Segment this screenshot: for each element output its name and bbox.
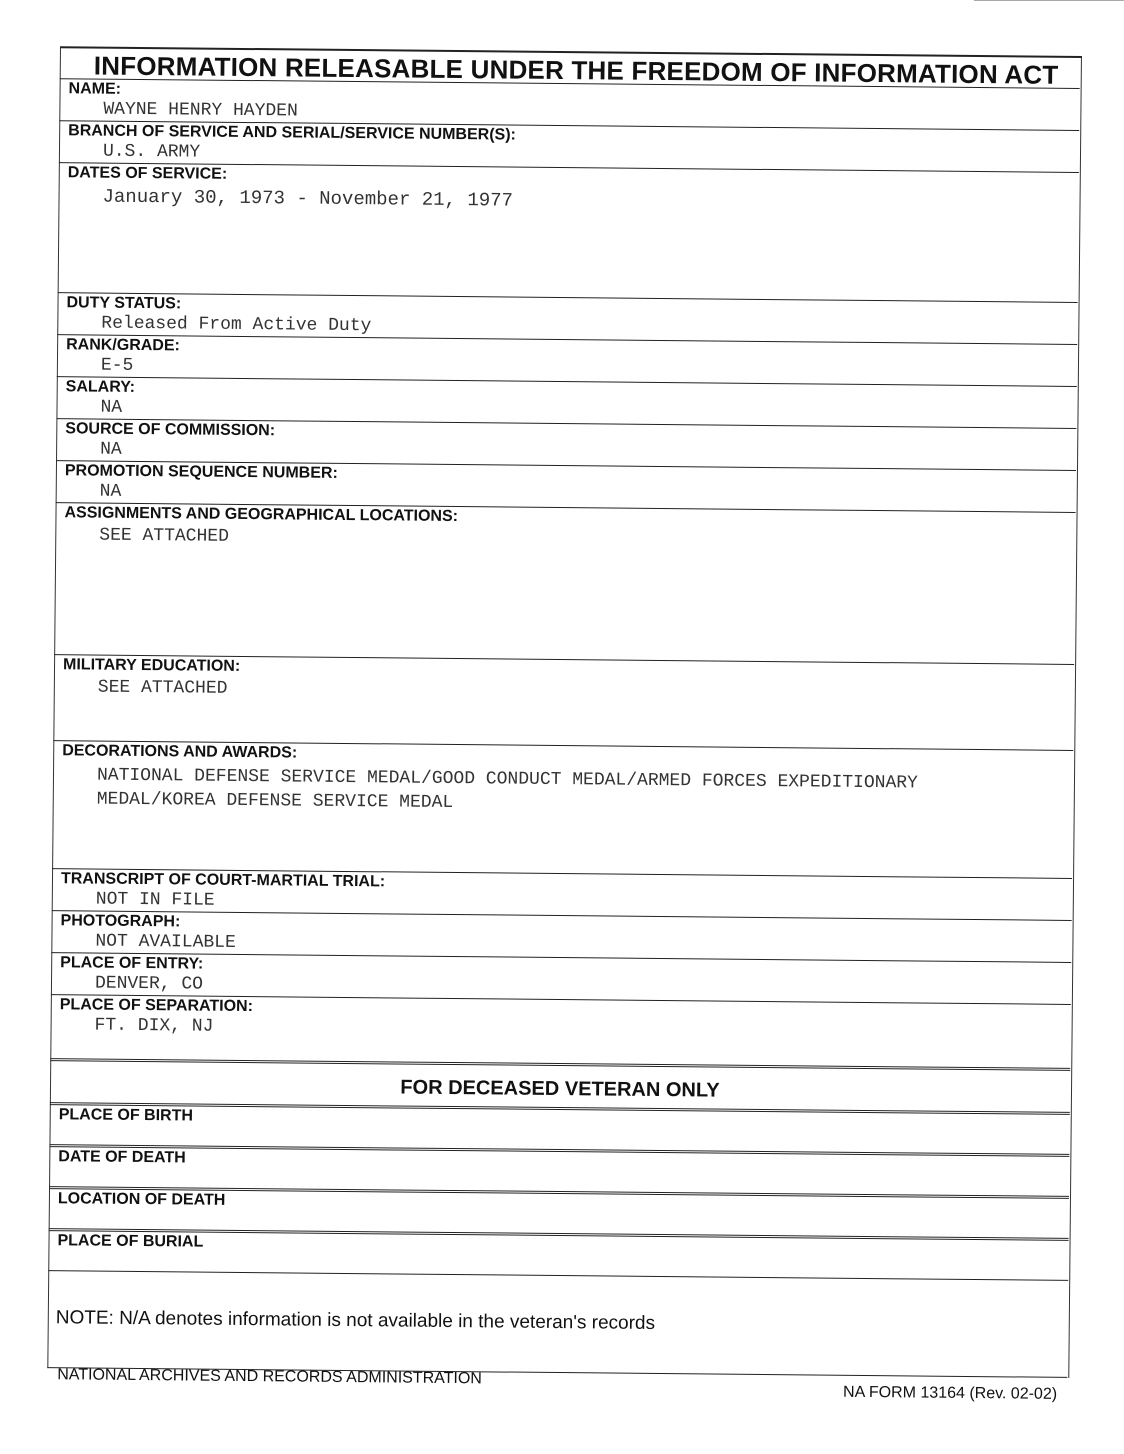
field-value: NATIONAL DEFENSE SERVICE MEDAL/GOOD CONDUCT MEDAL/ARMED FORCES EXPEDITIONARY MEDAL/KOREA DEFENSE SERVICE MEDAL xyxy=(96,765,918,814)
field-label: TRANSCRIPT OF COURT-MARTIAL TRIAL: xyxy=(60,870,386,891)
foia-form xyxy=(27,46,1080,1403)
field-value: FT. DIX, NJ xyxy=(94,1015,214,1037)
field-label: ASSIGNMENTS AND GEOGRAPHICAL LOCATIONS: xyxy=(64,504,459,526)
field-value: SEE ATTACHED xyxy=(99,525,230,547)
field-label: PLACE OF BURIAL xyxy=(57,1232,204,1251)
field-label: SOURCE OF COMMISSION: xyxy=(65,420,276,440)
field-label: NAME: xyxy=(68,80,122,98)
field-label: DECORATIONS AND AWARDS: xyxy=(62,742,298,762)
field-place-of-separation xyxy=(50,994,1071,1069)
field-label: LOCATION OF DEATH xyxy=(57,1190,226,1209)
field-value: NA xyxy=(99,481,122,502)
field-dates-of-service xyxy=(58,162,1079,303)
field-value: WAYNE HENRY HAYDEN xyxy=(103,99,298,122)
field-value: E-5 xyxy=(100,355,134,376)
field-label: DATES OF SERVICE: xyxy=(67,164,228,183)
note-box xyxy=(47,1270,1068,1378)
field-label: DATE OF DEATH xyxy=(58,1148,186,1167)
form-number: NA FORM 13164 (Rev. 02-02) xyxy=(843,1383,1058,1403)
field-label: PLACE OF SEPARATION: xyxy=(59,996,254,1016)
field-value: NA xyxy=(100,439,122,460)
field-label: BRANCH OF SERVICE AND SERIAL/SERVICE NUMBER(S): xyxy=(68,122,516,144)
field-military-education xyxy=(53,654,1074,751)
field-label: PLACE OF ENTRY: xyxy=(60,954,204,973)
field-label: RANK/GRADE: xyxy=(66,336,180,355)
field-label: SALARY: xyxy=(65,378,136,396)
field-value: NA xyxy=(100,397,123,418)
field-label: PHOTOGRAPH: xyxy=(60,912,181,931)
field-value: Released From Active Duty xyxy=(101,313,372,337)
agency-name: NATIONAL ARCHIVES AND RECORDS ADMINISTRATION xyxy=(57,1366,482,1388)
field-value: NOT AVAILABLE xyxy=(95,931,236,953)
field-value: NOT IN FILE xyxy=(95,889,215,911)
deceased-heading: FOR DECEASED VETERAN ONLY xyxy=(400,1076,720,1102)
field-value: SEE ATTACHED xyxy=(97,677,228,699)
field-label: DUTY STATUS: xyxy=(66,294,182,313)
field-label: PROMOTION SEQUENCE NUMBER: xyxy=(64,462,338,482)
form-title: INFORMATION RELEASABLE UNDER THE FREEDOM OF INFORMATION ACT xyxy=(93,50,1059,90)
field-label: PLACE OF BIRTH xyxy=(58,1106,194,1125)
field-decorations-awards xyxy=(52,740,1073,879)
note-text: NOTE: N/A denotes information is not available in the veteran's records xyxy=(55,1307,656,1334)
scan-edge-line xyxy=(974,0,1124,1)
field-assignments xyxy=(54,502,1075,665)
field-value: January 30, 1973 - November 21, 1977 xyxy=(102,185,514,212)
field-label: MILITARY EDUCATION: xyxy=(62,656,241,675)
field-value: U.S. ARMY xyxy=(102,141,201,163)
field-value: DENVER, CO xyxy=(94,973,204,995)
